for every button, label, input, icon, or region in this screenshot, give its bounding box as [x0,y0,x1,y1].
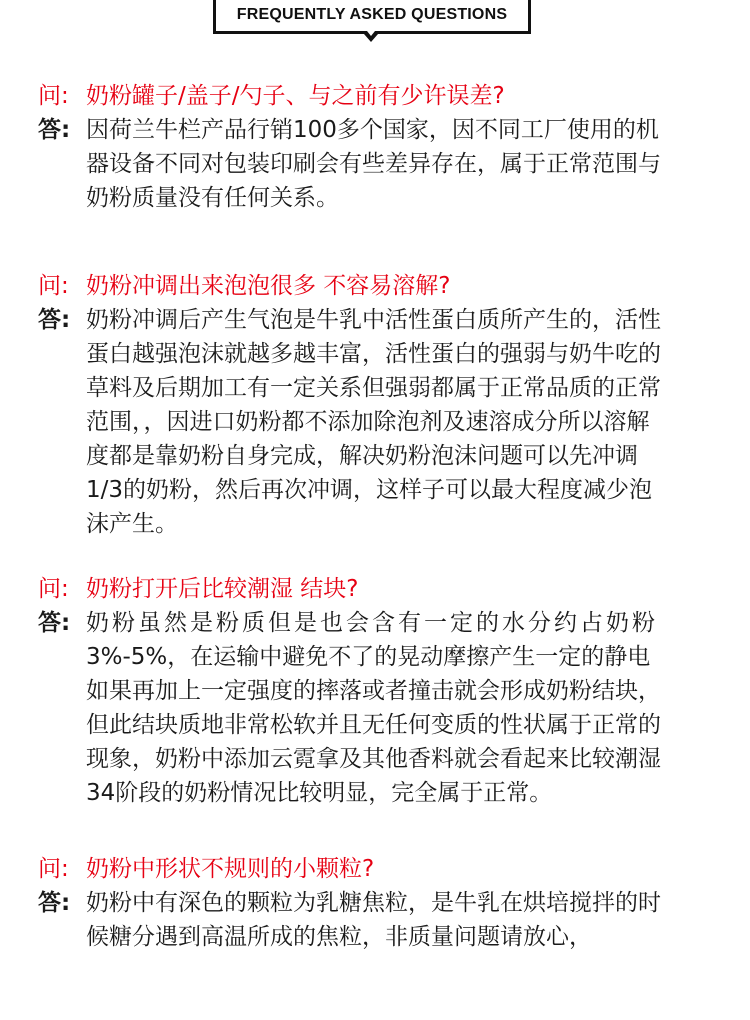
question-text: 奶粉冲调出来泡泡很多 不容易溶解? [86,273,451,299]
question-row [38,852,718,886]
question-label: 问: [38,273,69,299]
section-subtitle: FREQUENTLY ASKED QUESTIONS [236,6,508,23]
faq-item [38,852,718,954]
question-text: 奶粉打开后比较潮湿 结块? [86,576,359,602]
answer-line: 但此结块质地非常松软并且无任何变质的性状属于正常的 [86,712,661,738]
answer-line: 1/3的奶粉，然后再次冲调，这样子可以最大程度减少泡 [86,477,653,503]
answer-line: 奶粉虽然是粉质但是也会含有一定的水分约占奶粉 [86,610,658,636]
faq-item [38,269,718,541]
answer-line: 范围，，因进口奶粉都不添加除泡剂及速溶成分所以溶解 [86,409,650,435]
answer-line: 现象，奶粉中添加云霓拿及其他香料就会看起来比较潮湿 [86,746,661,772]
answer-row [38,113,718,215]
answer-text [86,113,661,215]
answer-row [38,606,718,810]
answer-row [38,303,718,541]
answer-line: 34阶段的奶粉情况比较明显，完全属于正常。 [86,780,553,806]
answer-line: 奶粉质量没有任何关系。 [86,185,339,211]
answer-line: 因荷兰牛栏产品行销100多个国家，因不同工厂使用的机 [86,117,659,143]
answer-line: 如果再加上一定强度的摔落或者撞击就会形成奶粉结块， [86,678,661,704]
section-header [213,0,531,34]
question-label: 问: [38,856,69,882]
answer-line: 度都是靠奶粉自身完成，解决奶粉泡沫问题可以先冲调 [86,443,638,469]
answer-label: 答: [38,610,71,636]
answer-line: 蛋白越强泡沫就越多越丰富，活性蛋白的强弱与奶牛吃的 [86,341,661,367]
answer-line: 候糖分遇到高温所成的焦粒，非质量问题请放心， [86,924,592,950]
answer-line: 沫产生。 [86,511,178,537]
answer-label: 答: [38,307,71,333]
header-pointer-inner [367,31,375,36]
question-row [38,572,718,606]
answer-line: 奶粉中有深色的颗粒为乳糖焦粒，是牛乳在烘培搅拌的时 [86,890,661,916]
answer-row [38,886,718,954]
question-row [38,269,718,303]
answer-text [86,303,661,541]
answer-text [86,606,661,810]
answer-line: 草料及后期加工有一定关系但强弱都属于正常品质的正常 [86,375,661,401]
question-label: 问: [38,576,69,602]
faq-item [38,572,718,810]
answer-label: 答: [38,117,71,143]
question-row [38,79,718,113]
answer-text [86,886,661,954]
question-label: 问: [38,83,69,109]
question-text: 奶粉中形状不规则的小颗粒? [86,856,375,882]
faq-item [38,79,718,215]
answer-line: 3%-5%，在运输中避免不了的晃动摩擦产生一定的静电 [86,644,651,670]
answer-label: 答: [38,890,71,916]
answer-line: 奶粉冲调后产生气泡是牛乳中活性蛋白质所产生的，活性 [86,307,661,333]
answer-line: 器设备不同对包装印刷会有些差异存在，属于正常范围与 [86,151,661,177]
question-text: 奶粉罐子/盖子/勺子、与之前有少许误差? [86,83,505,109]
